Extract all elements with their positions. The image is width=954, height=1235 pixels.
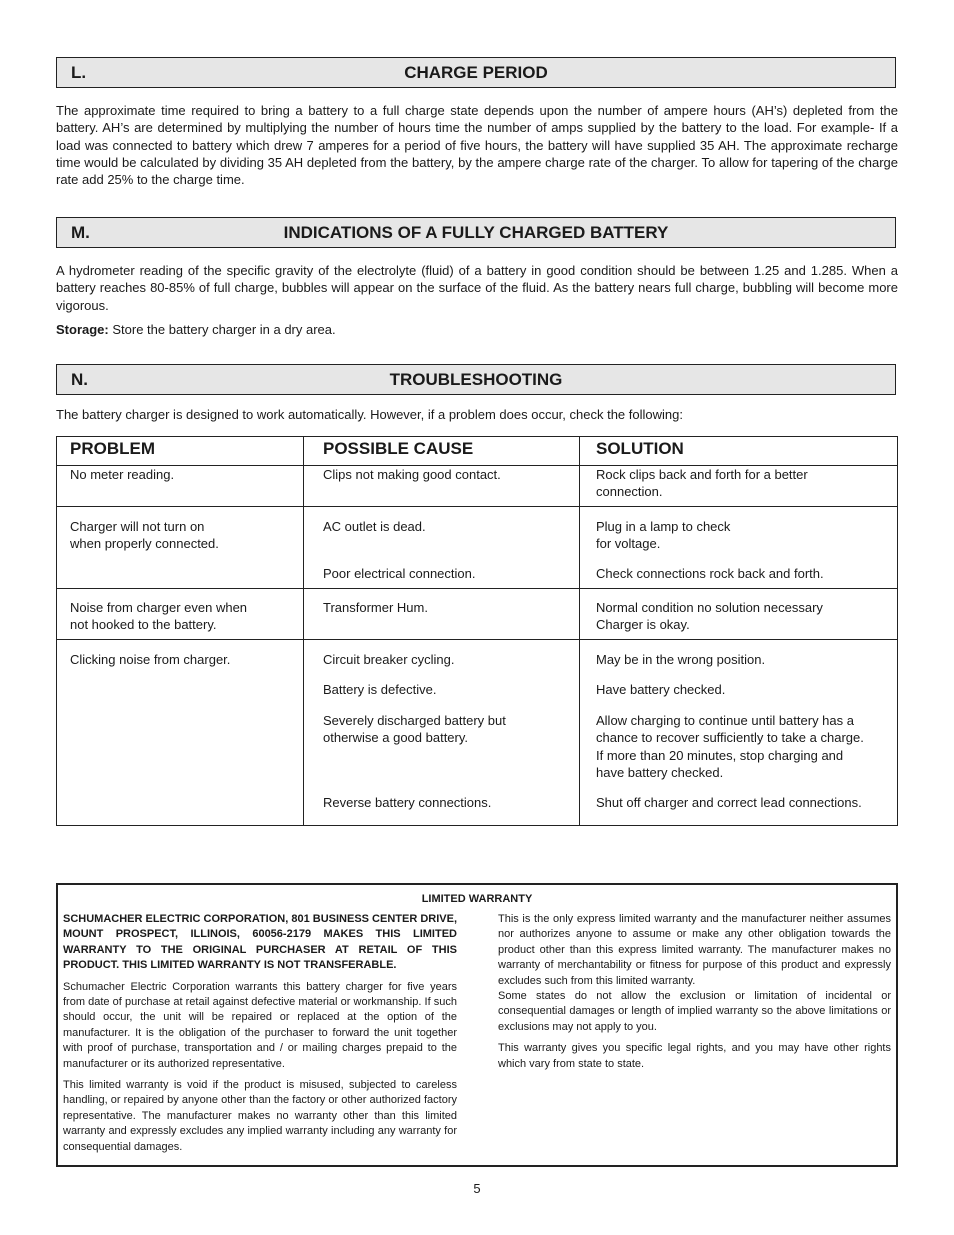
section-title: INDICATIONS OF A FULLY CHARGED BATTERY [283,223,669,242]
problem-header: PROBLEM [70,439,155,458]
cause-header: POSSIBLE CAUSE [323,439,474,458]
page-number: 5 [473,1181,481,1196]
section-title: TROUBLESHOOTING [389,370,563,389]
troubleshooting-intro: The battery charger is designed to work automatically. However, if a problem does occur, check the following: [56,407,683,422]
solution-cell: Rock clips back and forth for a better connection. [596,467,808,500]
solution-cell: May be in the wrong position. [596,652,766,667]
warranty-left-column [63,912,457,1161]
section-n-header [56,364,896,395]
row-divider [57,639,897,640]
troubleshooting-table [56,436,898,826]
limited-warranty-box [56,883,898,1167]
cause-cell: Clips not making good contact. [323,467,501,482]
section-letter: M. [71,223,90,242]
section-letter: N. [71,370,88,389]
section-l-header [56,57,896,88]
warranty-paragraph: This limited warranty is void if the product is misused, subjected to careless handling, or repaired by anyone other than the factory or other authorized factory representative. The manufacturer makes no warranty other than this limited warranty and expressly excludes any implied warranty including any warranty for consequential damages. [63,1079,457,1153]
section-title: CHARGE PERIOD [404,63,548,82]
cause-cell: Poor electrical connection. [323,566,476,581]
solution-cell: Shut off charger and correct lead connections. [596,795,862,810]
solution-cell: Check connections rock back and forth. [596,566,824,581]
cause-cell: Battery is defective. [323,682,437,697]
fully-charged-text: A hydrometer reading of the specific gravity of the electrolyte (fluid) of a battery in good condition should be between 1.25 and 1.285. When a battery reaches 80-85% of full charge, bubbles will appear on the surface of the fluid. As the battery nears full charge, bubbling will become more vigorous. [56,263,898,313]
solution-cell: Plug in a lamp to check for voltage. [596,519,731,552]
column-divider [303,437,304,825]
warranty-paragraph: This is the only express limited warranty and the manufacturer neither assumes nor authorizes anyone to assume or make any other obligation towards the product other than this express limited warranty. The manufacturer makes no warranty of merchantability or fitness for purpose of this product and expressly excludes such from this limited warranty. [498,913,891,987]
row-divider [57,506,897,507]
warranty-paragraph: Some states do not allow the exclusion or limitation of incidental or consequential damages or length of implied warranty so the above limitations or exclusions may not apply to you. [498,990,891,1033]
warranty-declaration: SCHUMACHER ELECTRIC CORPORATION, 801 BUSINESS CENTER DRIVE, MOUNT PROSPECT, ILLINOIS, 60056-2179 MAKES THIS LIMITED WARRANTY TO THE ORIGINAL PURCHASER AT RETAIL OF THIS PRODUCT. THIS LIMITED WARRANTY IS NOT TRANSFERABLE. [63,913,458,972]
warranty-paragraph: Schumacher Electric Corporation warrants this battery charger for five years from date of purchase at retail against defective material or workmanship. If such should occur, the unit will be repaired or replaced at the option of the manufacturer. It is the obligation of the purchaser to forward the unit together with proof of purchase, transportation and / or mailing charges prepaid to the manufacturer or its authorized representative. [63,980,457,1070]
cause-cell: Reverse battery connections. [323,795,492,810]
column-divider [579,437,580,825]
storage-label: Storage: [56,322,109,337]
warranty-paragraph: This warranty gives you specific legal rights, and you may have other rights which vary from state to state. [498,1042,891,1070]
problem-cell: No meter reading. [70,467,175,482]
row-divider [57,588,897,589]
cause-cell: Severely discharged battery but otherwise a good battery. [323,713,506,746]
problem-cell: Noise from charger even when not hooked to the battery. [70,600,248,633]
section-letter: L. [71,63,87,82]
warranty-title: LIMITED WARRANTY [421,893,533,905]
solution-cell: Normal condition no solution necessary Charger is okay. [596,600,823,633]
charge-period-text: The approximate time required to bring a battery to a full charge state depends upon the number of ampere hours (AH’s) depleted from the battery. AH’s are determined by multiplying the number of hours time the number of amps supplied by the battery to the load. For example- If a load was connected to battery which drew 7 amperes for a period of five hours, the battery will have supplied 35 AH. The approximate recharge time would be calculated by dividing 35 AH depleted from the battery, by the ampere charge rate of the charger. To allow for tapering of the charge rate add 25% to the charge time. [56,103,898,188]
cause-cell: Circuit breaker cycling. [323,652,455,667]
solution-cell: Allow charging to continue until battery has a chance to recover sufficiently to take a charge. If more than 20 minutes, stop charging and have battery checked. [596,713,864,780]
cause-cell: AC outlet is dead. [323,519,426,534]
problem-cell: Charger will not turn on when properly connected. [70,519,219,552]
solution-cell: Have battery checked. [596,682,726,697]
storage-note [56,321,898,338]
cause-cell: Transformer Hum. [323,600,428,615]
warranty-right-column [498,912,891,1078]
solution-header: SOLUTION [596,439,684,458]
section-m-header [56,217,896,248]
storage-text: Store the battery charger in a dry area. [108,322,336,337]
problem-cell: Clicking noise from charger. [70,652,231,667]
